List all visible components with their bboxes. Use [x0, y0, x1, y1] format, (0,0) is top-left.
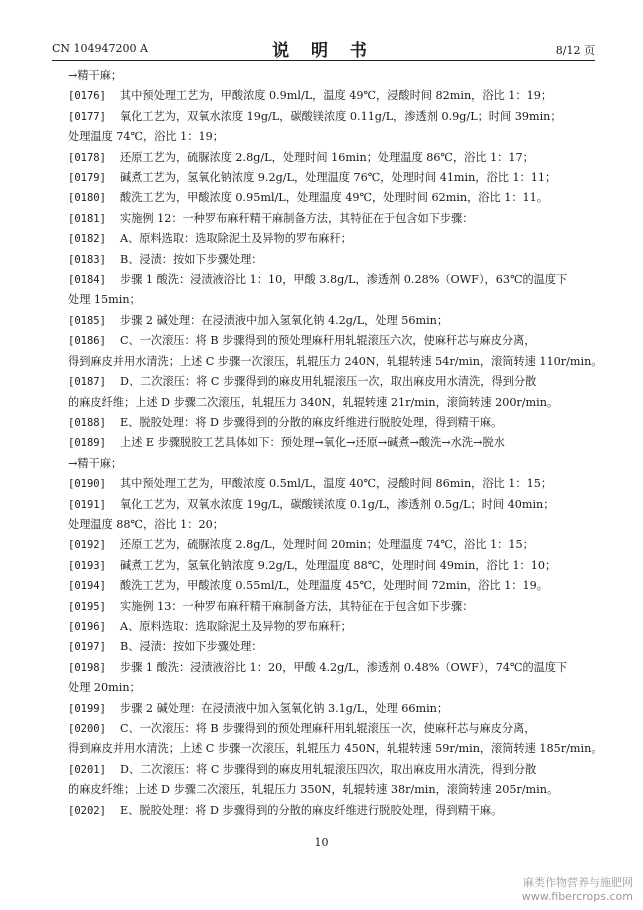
- paragraph-text: A、原料选取：选取除泥土及异物的罗布麻秆；: [120, 619, 352, 633]
- paragraph: [68, 535, 603, 555]
- paragraph: [68, 576, 603, 596]
- paragraph-number: [0190]: [68, 478, 106, 491]
- paragraph-text: E、脱胶处理：将 D 步骤得到的分散的麻皮纤维进行脱胶处理，得到精干麻。: [120, 803, 503, 817]
- paragraph-text: B、浸渍：按如下步骤处理：: [120, 252, 263, 266]
- paragraph-number: [0185]: [68, 314, 106, 327]
- paragraph-number: [0186]: [68, 335, 106, 348]
- paragraph-number: [0179]: [68, 172, 106, 185]
- paragraph-number: [0180]: [68, 192, 106, 205]
- paragraph-text: C、一次滚压：将 B 步骤得到的预处理麻秆用轧辊滚压一次，使麻秆芯与麻皮分离，: [120, 722, 536, 735]
- paragraph-text: 其中预处理工艺为，甲酸浓度 0.5ml/L，温度 40℃，浸酸时间 86min，浴比 1：15；: [120, 477, 553, 491]
- paragraph-continuation: 处理 20min；: [68, 681, 141, 695]
- paragraph-number: [0188]: [68, 416, 106, 429]
- watermark: [522, 876, 633, 904]
- paragraph-text: 其中预处理工艺为，甲酸浓度 0.9ml/L，温度 49℃，浸酸时间 82min，浴比 1：19；: [120, 89, 553, 103]
- paragraph-number: [0194]: [68, 580, 106, 593]
- paragraph-number: [0193]: [68, 559, 106, 572]
- paragraph: [68, 372, 603, 392]
- paragraph: [68, 107, 603, 127]
- paragraph-number: [0200]: [68, 723, 106, 735]
- paragraph-number: [0177]: [68, 110, 106, 123]
- paragraph-number: [0182]: [68, 233, 106, 246]
- paragraph-text: →精干麻；: [68, 69, 123, 82]
- paragraph-number: [0178]: [68, 151, 106, 164]
- paragraph: [68, 617, 603, 637]
- paragraph-continuation: 得到麻皮并用水清洗；上述 C 步骤一次滚压，轧辊压力 240N，轧辊转速 54r/min，滚筒转速 110r/min。: [68, 354, 603, 368]
- paragraph-continuation: 处理温度 88℃，浴比 1：20；: [68, 517, 224, 531]
- paragraph-text: D、二次滚压：将 C 步骤得到的麻皮用轧辊滚压一次，取出麻皮用水清洗，得到分散: [120, 375, 537, 389]
- watermark-line-1: 麻类作物营养与施肥网: [523, 876, 633, 889]
- paragraph-number: [0181]: [68, 212, 106, 225]
- paragraph: [68, 556, 603, 576]
- paragraph-text: B、浸渍：按如下步骤处理：: [120, 640, 263, 654]
- paragraph: [68, 168, 603, 188]
- paragraph: [68, 270, 603, 290]
- document-title: 说 明 书: [272, 41, 375, 61]
- paragraph-text: 步骤 2 碱处理：在浸渍液中加入氢氧化钠 4.2g/L，处理 56min；: [120, 313, 449, 327]
- document-number: CN 104947200 A: [52, 42, 148, 55]
- paragraph-text: 步骤 1 酸洗：浸渍液浴比 1：20，甲酸 4.2g/L，渗透剂 0.48%（OWF），74℃的温度下: [120, 660, 568, 674]
- paragraph-number: [0184]: [68, 274, 106, 287]
- page-number: 10: [314, 836, 329, 849]
- paragraph: [68, 433, 603, 453]
- paragraph-number: [0183]: [68, 253, 106, 266]
- page-header: [52, 34, 595, 61]
- paragraph-text: A、原料选取：选取除泥土及异物的罗布麻秆；: [120, 232, 352, 246]
- paragraph: [68, 719, 603, 739]
- paragraph-text: 实施例 13：一种罗布麻秆精干麻制备方法，其特征在于包含如下步骤：: [120, 599, 474, 613]
- paragraph-text: 酸洗工艺为，甲酸浓度 0.55ml/L，处理温度 45℃，处理时间 72min，浴比 1：19。: [120, 579, 548, 593]
- paragraph-continuation: 的麻皮纤维；上述 D 步骤二次滚压，轧辊压力 350N，轧辊转速 38r/min，滚筒转速 205r/min。: [68, 783, 559, 797]
- paragraph-number: [0195]: [68, 600, 106, 613]
- paragraph-text: D、二次滚压：将 C 步骤得到的麻皮用轧辊滚压四次，取出麻皮用水清洗，得到分散: [120, 762, 537, 776]
- paragraph-text: 碱煮工艺为，氢氧化钠浓度 9.2g/L，处理温度 88℃，处理时间 49min，浴比 1：10；: [120, 558, 557, 572]
- paragraph: [68, 658, 603, 678]
- paragraph: [68, 495, 603, 515]
- paragraph-text: C、一次滚压：将 B 步骤得到的预处理麻秆用轧辊滚压六次，使麻秆芯与麻皮分离，: [120, 334, 536, 348]
- paragraph-number: [0192]: [68, 539, 106, 552]
- paragraph: [68, 699, 603, 719]
- paragraph-number: [0202]: [68, 804, 106, 817]
- paragraph-text: 还原工艺为，硫脲浓度 2.8g/L，处理时间 16min；处理温度 86℃，浴比 1：17；: [120, 150, 534, 164]
- paragraph-continuation: 处理 15min；: [68, 293, 141, 307]
- paragraph-text: E、脱胶处理：将 D 步骤得到的分散的麻皮纤维进行脱胶处理，得到精干麻。: [120, 415, 503, 429]
- header-rule: [52, 60, 595, 61]
- paragraph: [68, 637, 603, 657]
- paragraph-continuation: 的麻皮纤维；上述 D 步骤二次滚压，轧辊压力 340N，轧辊转速 21r/min，滚筒转速 200r/min。: [68, 395, 559, 409]
- paragraph-text: 碱煮工艺为，氢氧化钠浓度 9.2g/L，处理温度 76℃，处理时间 41min，浴比 1：11；: [120, 171, 557, 185]
- paragraph: [68, 413, 603, 433]
- paragraph-number: [0189]: [68, 437, 106, 450]
- paragraph-text: 上述 E 步骤脱胶工艺具体如下：预处理→氧化→还原→碱煮→酸洗→水洗→脱水: [120, 436, 505, 450]
- paragraph-number: [0196]: [68, 620, 106, 633]
- paragraph-number: [0176]: [68, 90, 106, 103]
- paragraph-number: [0191]: [68, 498, 106, 511]
- paragraph: [68, 148, 603, 168]
- paragraph-text: 实施例 12：一种罗布麻秆精干麻制备方法，其特征在于包含如下步骤：: [120, 211, 474, 225]
- paragraph: [68, 229, 603, 249]
- paragraph-text: 酸洗工艺为，甲酸浓度 0.95ml/L，处理温度 49℃，处理时间 62min，浴比 1：11。: [120, 191, 548, 205]
- paragraph: [68, 188, 603, 208]
- paragraph-text: 步骤 1 酸洗：浸渍液浴比 1：10，甲酸 3.8g/L，渗透剂 0.28%（OWF），63℃的温度下: [120, 273, 568, 287]
- paragraph-continuation: →精干麻；: [68, 456, 123, 470]
- paragraph-text: 氧化工艺为，双氧水浓度 19g/L，碳酸镁浓度 0.11g/L，渗透剂 0.9g/L；时间 39min；: [120, 109, 562, 123]
- page-indicator: 8/12 页: [555, 44, 595, 57]
- paragraph: [68, 474, 603, 494]
- paragraph-number: [0197]: [68, 641, 106, 654]
- paragraph: [68, 209, 603, 229]
- paragraph: [68, 597, 603, 617]
- paragraph-number: [0198]: [68, 661, 106, 674]
- paragraph: [68, 86, 603, 106]
- paragraph-number: [0199]: [68, 702, 106, 715]
- paragraph: [68, 66, 603, 86]
- paragraph-number: [0187]: [68, 376, 106, 389]
- paragraph-number: [0201]: [68, 763, 106, 776]
- paragraph: [68, 250, 603, 270]
- paragraph: [68, 331, 603, 351]
- paragraph: [68, 801, 603, 821]
- paragraph-continuation: 处理温度 74℃，浴比 1：19；: [68, 130, 224, 144]
- paragraph: [68, 760, 603, 780]
- paragraph-continuation: 得到麻皮并用水清洗；上述 C 步骤一次滚压，轧辊压力 450N，轧辊转速 59r/min，滚筒转速 185r/min。: [68, 742, 603, 756]
- document-body: [68, 66, 603, 821]
- paragraph: [68, 311, 603, 331]
- paragraph-text: 步骤 2 碱处理：在浸渍液中加入氢氧化钠 3.1g/L，处理 66min；: [120, 701, 449, 715]
- paragraph-text: 还原工艺为，硫脲浓度 2.8g/L，处理时间 20min；处理温度 74℃，浴比 1：15；: [120, 538, 534, 552]
- paragraph-text: 氧化工艺为，双氧水浓度 19g/L，碳酸镁浓度 0.1g/L，渗透剂 0.5g/L；时间 40min；: [120, 497, 555, 511]
- watermark-line-2: www.fibercrops.com: [521, 890, 633, 903]
